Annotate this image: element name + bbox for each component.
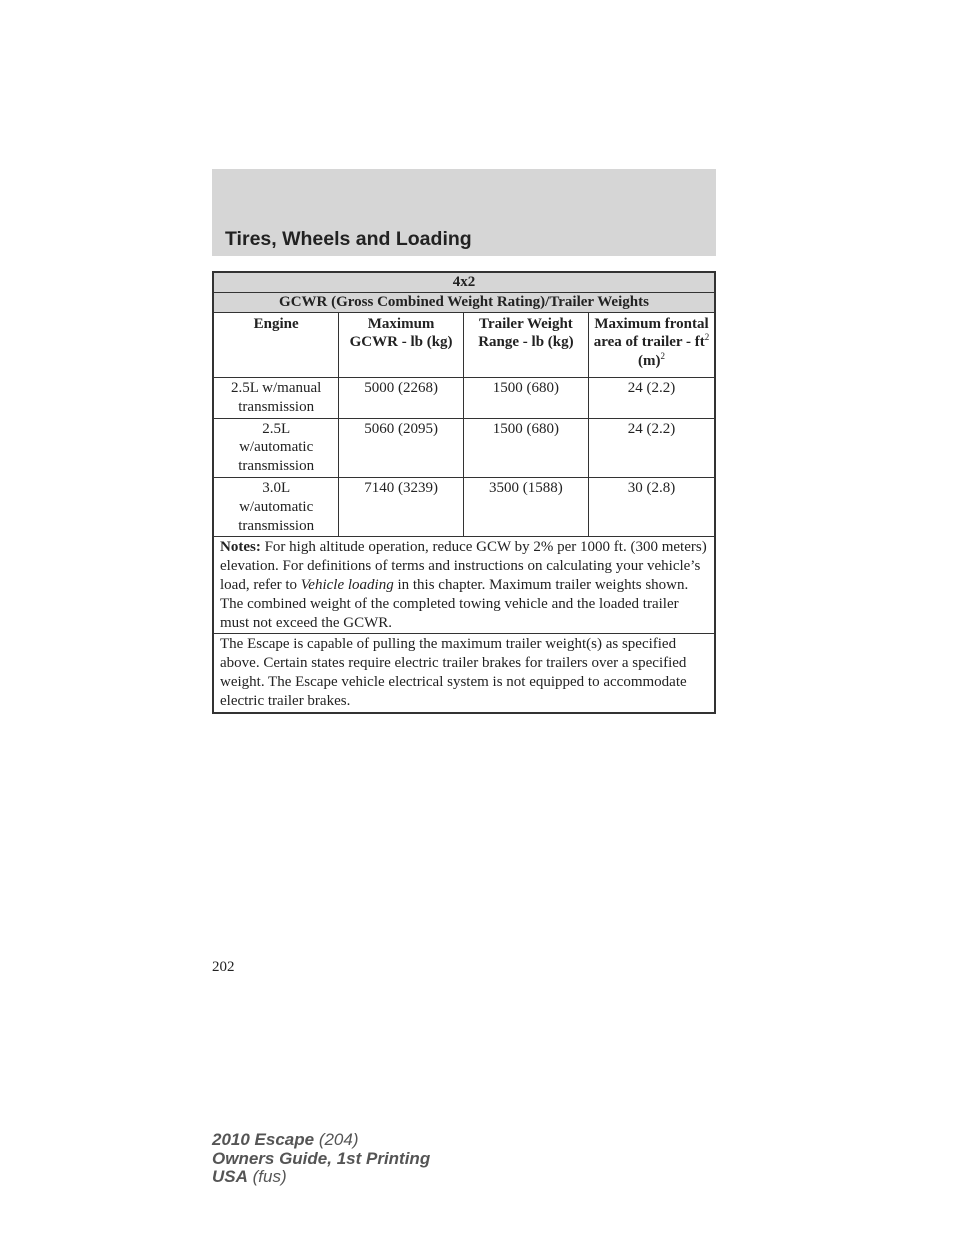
table-row xyxy=(213,477,715,536)
col-header-engine: Engine xyxy=(213,312,339,377)
cell-frontal-area: 24 (2.2) xyxy=(589,418,715,477)
capability-text: The Escape is capable of pulling the maximum trailer weight(s) as specified above. Certain states require electric trailer brakes for trailers over a specified weight. The Escape vehicle electrical system is not equipped to accommodate electric trailer brakes. xyxy=(213,634,715,713)
frontal-area-sup-ft: 2 xyxy=(704,332,710,343)
table-subtitle-row xyxy=(213,292,715,312)
footer-line-3 xyxy=(212,1168,430,1187)
notes-cell xyxy=(213,537,715,634)
table-header-row xyxy=(213,312,715,377)
notes-text-2: in this chapter. Maximum trailer weights shown. The combined weight of the completed towing vehicle and the loaded trailer must not exceed the GCWR. xyxy=(220,576,689,631)
cell-gcwr: 7140 (3239) xyxy=(339,477,463,536)
col-header-frontal-area xyxy=(589,312,715,377)
notes-row xyxy=(213,537,715,634)
frontal-area-sup-m: 2 xyxy=(660,351,666,362)
cell-gcwr: 5060 (2095) xyxy=(339,418,463,477)
cell-trailer-weight: 3500 (1588) xyxy=(463,477,588,536)
capability-row xyxy=(213,634,715,713)
cell-trailer-weight: 1500 (680) xyxy=(463,418,588,477)
col-header-gcwr: Maximum GCWR - lb (kg) xyxy=(339,312,463,377)
footer-model: 2010 Escape xyxy=(212,1130,315,1149)
cell-engine: 2.5L w/automatic transmission xyxy=(213,418,339,477)
footer-line-2: Owners Guide, 1st Printing xyxy=(212,1148,431,1168)
table-title-row xyxy=(213,272,715,292)
frontal-area-unit: (m) xyxy=(638,353,661,370)
cell-trailer-weight: 1500 (680) xyxy=(463,377,588,418)
section-title: Tires, Wheels and Loading xyxy=(225,228,472,250)
footer-line-1 xyxy=(212,1131,430,1150)
table-title: 4x2 xyxy=(213,272,715,292)
table-row xyxy=(213,418,715,477)
notes-label: Notes: xyxy=(220,539,261,556)
vehicle-loading-reference: Vehicle loading xyxy=(300,576,394,593)
cell-frontal-area: 24 (2.2) xyxy=(589,377,715,418)
notes-text-1: For high altitude operation, reduce GCW by 2% per 1000 ft. (300 meters) elevation. For definitions of terms and instructions on calculating your vehicle’s load, refer to xyxy=(220,539,707,593)
cell-engine: 3.0L w/automatic transmission xyxy=(213,477,339,536)
document-footer xyxy=(212,1131,430,1187)
section-header-band xyxy=(212,169,716,256)
towing-table xyxy=(212,271,716,714)
frontal-area-label: Maximum frontal area of trailer - ft xyxy=(593,315,709,351)
table-subtitle: GCWR (Gross Combined Weight Rating)/Trailer Weights xyxy=(213,292,715,312)
page-number: 202 xyxy=(212,959,235,975)
footer-market: USA xyxy=(212,1167,248,1186)
col-header-trailer-weight: Trailer Weight Range - lb (kg) xyxy=(463,312,588,377)
cell-frontal-area: 30 (2.8) xyxy=(589,477,715,536)
table-row xyxy=(213,377,715,418)
cell-engine: 2.5L w/manual transmission xyxy=(213,377,339,418)
footer-model-code: (204) xyxy=(314,1130,359,1149)
cell-gcwr: 5000 (2268) xyxy=(339,377,463,418)
footer-market-code: (fus) xyxy=(247,1167,287,1186)
